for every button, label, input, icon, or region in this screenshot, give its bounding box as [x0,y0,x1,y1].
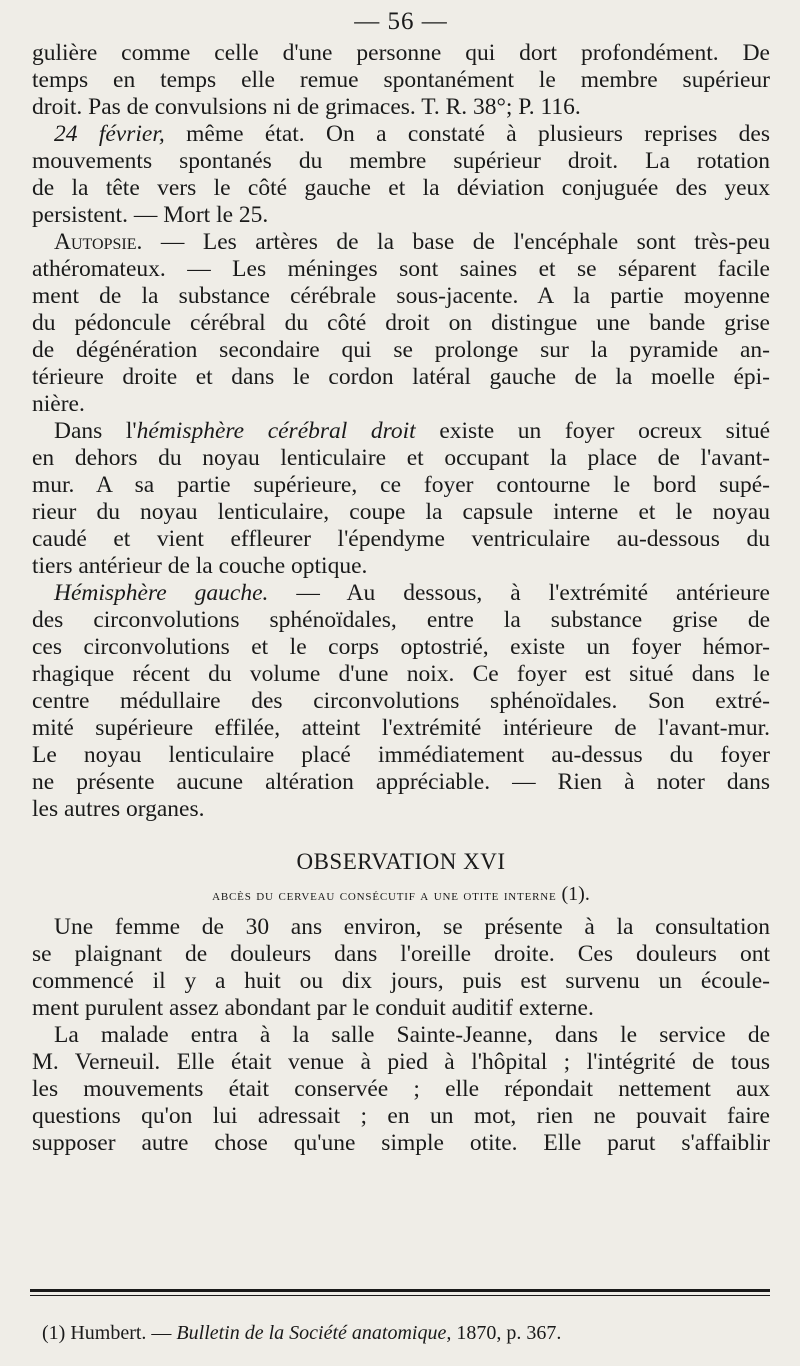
text-line: ment purulent assez abondant par le conduit auditif externe. [32,995,594,1021]
text-line: questions qu'on lui adressait ; en un mot, rien ne pouvait faire [32,1103,770,1129]
text-line: ne présente aucune altération appréciable. — Rien à noter dans [32,769,770,795]
text-line: mouvements spontanés du membre supérieur droit. La rotation [32,148,770,174]
paragraph-left-hemisphere [32,580,770,823]
footnote: (1) Humbert. — Bulletin de la Société anatomique, 1870, p. 367. [42,1322,562,1344]
text-line: Dans l'hémisphère cérébral droit existe un foyer ocreux situé [54,418,770,444]
paragraph-continuation [32,40,770,121]
text-line: rhagique récent du volume d'une noix. Ce foyer est situé dans le [32,661,770,687]
footnote-rule-thin [30,1295,770,1296]
text-line: des circonvolutions sphénoïdales, entre la substance grise de [32,607,770,633]
text-line: rieur du noyau lenticulaire, coupe la capsule interne et le noyau [32,499,770,525]
paragraph-admission [32,1022,770,1157]
paragraph-right-hemisphere [32,418,770,580]
text-line: mur. A sa partie supérieure, ce foyer contourne le bord supé- [32,472,770,498]
text-line: du pédoncule cérébral du côté droit on distingue une bande grise [32,310,770,336]
italic-term: Hémisphère gauche. [54,580,269,606]
footnote-journal-title: Bulletin de la Société anatomique, [176,1322,452,1344]
text-line: Hémisphère gauche. — Au dessous, à l'extrémité antérieure [54,580,770,606]
text-line: athéromateux. — Les méninges sont saines et se séparent facile [32,256,770,282]
paragraph-february-24 [32,121,770,229]
text-line: térieure droite et dans le cordon latéral gauche de la moelle épi- [32,364,770,390]
text-line: La malade entra à la salle Sainte-Jeanne, dans le service de [54,1022,770,1048]
autopsy-label: Autopsie. [54,229,143,255]
text-line: de la tête vers le côté gauche et la déviation conjuguée des yeux [32,175,770,201]
text-line: tiers antérieur de la couche optique. [32,553,368,579]
text-line: se plaignant de douleurs dans l'oreille droite. Ces douleurs ont [32,941,770,967]
text-line: 24 février, même état. On a constaté à plusieurs reprises des [54,121,770,147]
date-italic: 24 février, [54,121,165,147]
text-line: centre médullaire des circonvolutions sphénoïdales. Son extré- [32,688,770,714]
text-line: nière. [32,391,85,417]
text-line: caudé et vient effleurer l'épendyme ventriculaire au-dessous du [32,526,770,552]
text-line: gulière comme celle d'une personne qui dort profondément. De [32,40,770,66]
text-line: Une femme de 30 ans environ, se présente à la consultation [54,914,770,940]
footnote-ref: (1). [556,883,590,905]
paragraph-autopsy [32,229,770,418]
text-line: en dehors du noyau lenticulaire et occupant la place de l'avant- [32,445,770,471]
text-line: de dégénération secondaire qui se prolonge sur la pyramide an- [32,337,770,363]
paragraph-case-intro [32,914,770,1022]
italic-term: hémisphère cérébral droit [136,418,416,444]
observation-title: OBSERVATION XVI [296,849,506,874]
observation-subtitle: abcès du cerveau consécutif a une otite interne (1). [212,883,590,905]
text-line: les mouvements était conservée ; elle répondait nettement aux [32,1076,770,1102]
text-line: ment de la substance cérébrale sous-jacente. A la partie moyenne [32,283,770,309]
text-line: ces circonvolutions et le corps optostrié, existe un foyer hémor- [32,634,770,660]
page-number: — 56 — [354,8,448,35]
text-line: persistent. — Mort le 25. [32,202,269,228]
text-line: Le noyau lenticulaire placé immédiatement au-dessus du foyer [32,742,770,768]
text-line: droit. Pas de convulsions ni de grimaces. T. R. 38°; P. 116. [32,94,581,120]
footnote-rule [30,1289,770,1292]
text-line: supposer autre chose qu'une simple otite. Elle parut s'affaiblir [32,1130,770,1156]
text-line: les autres organes. [32,796,205,822]
text-line: Autopsie. — Les artères de la base de l'encéphale sont très-peu [54,229,770,255]
text-line: temps en temps elle remue spontanément le membre supérieur [32,67,770,93]
text-line: M. Verneuil. Elle était venue à pied à l'hôpital ; l'intégrité de tous [32,1049,770,1075]
text-line: commencé il y a huit ou dix jours, puis est survenu un écoule- [32,968,770,994]
text-line: mité supérieure effilée, atteint l'extrémité intérieure de l'avant-mur. [32,715,770,741]
